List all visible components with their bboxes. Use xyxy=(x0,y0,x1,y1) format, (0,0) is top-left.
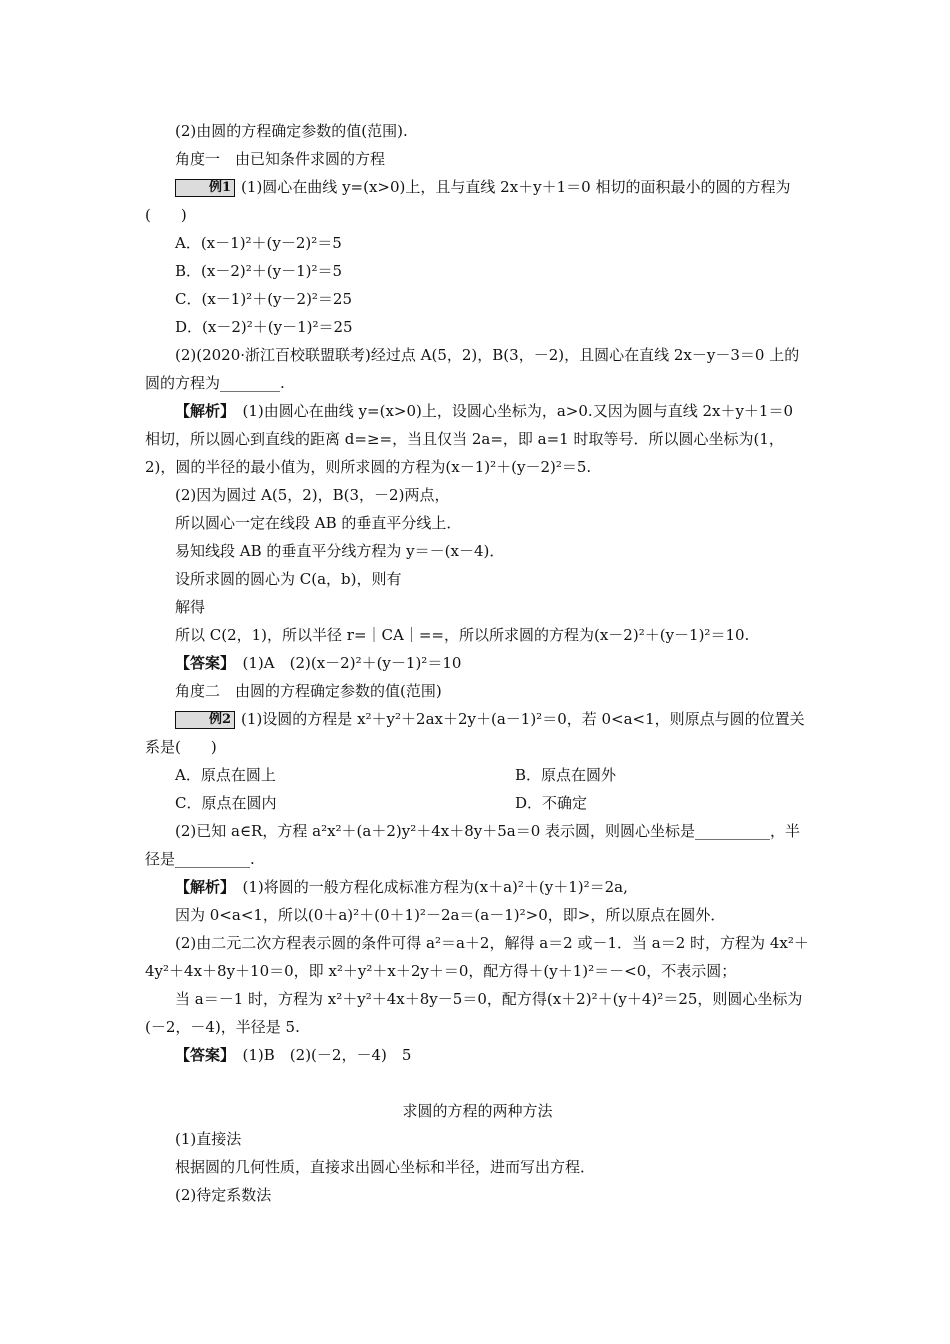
example-1-question-1: 例1 (1)圆心在曲线 y=(x>0)上，且与直线 2x＋y＋1＝0 相切的面积最小的圆的方程为( ) xyxy=(145,178,791,224)
options-row xyxy=(145,789,810,817)
option-c: C．原点在圆内 xyxy=(175,794,277,812)
option-c: C．(x－1)²＋(y－2)²＝25 xyxy=(175,290,353,308)
solution-line: 设所求圆的圆心为 C(a，b)，则有 xyxy=(175,570,402,588)
solution-line: 所以 C(2，1)，所以半径 r=｜CA｜==，所以所求圆的方程为(x－2)²＋(y－1)²＝10. xyxy=(175,626,750,644)
solution-paragraph: 当 a＝－1 时，方程为 x²＋y²＋4x＋8y－5＝0，配方得(x＋2)²＋(y＋4)²＝25，则圆心坐标为(－2，－4)，半径是 5. xyxy=(145,990,803,1036)
example-1-question-2: (2)(2020·浙江百校联盟联考)经过点 A(5，2)，B(3，－2)，且圆心在直线 2x－y－3＝0 上的圆的方程为________. xyxy=(145,346,800,392)
option-a: A．(x－1)²＋(y－2)²＝5 xyxy=(175,234,342,252)
solution-line: 解得 xyxy=(175,598,206,616)
solution-line: 易知线段 AB 的垂直平分线方程为 y＝－(x－4)． xyxy=(175,542,505,560)
solution-line: 因为 0<a<1，所以(0＋a)²＋(0＋1)²－2a＝(a－1)²>0，即>，所以原点在圆外． xyxy=(175,906,726,924)
example-1-answer: 【答案】 (1)A (2)(x－2)²＋(y－1)²＝10 xyxy=(175,654,462,672)
section-heading: 角度一 由已知条件求圆的方程 xyxy=(175,150,386,168)
method-item: (2)待定系数法 xyxy=(175,1186,272,1204)
example-2-question-1: 例2 (1)设圆的方程是 x²＋y²＋2ax＋2y＋(a－1)²＝0，若 0<a<1，则原点与圆的位置关系是( ) xyxy=(145,710,805,756)
example-2-question-2: (2)已知 a∈R，方程 a²x²＋(a＋2)y²＋4x＋8y＋5a＝0 表示圆，则圆心坐标是__________，半径是__________. xyxy=(145,822,801,868)
option-d: D．(x－2)²＋(y－1)²＝25 xyxy=(175,318,353,336)
solution-line: 所以圆心一定在线段 AB 的垂直平分线上． xyxy=(175,514,462,532)
option-a: A．原点在圆上 xyxy=(175,766,276,784)
option-b: B．原点在圆外 xyxy=(515,766,617,784)
example-2-answer: 【答案】 (1)B (2)(－2，－4) 5 xyxy=(175,1046,412,1064)
text-line: (2)由圆的方程确定参数的值(范围). xyxy=(175,122,408,140)
options-row xyxy=(145,761,810,789)
method-item: 根据圆的几何性质，直接求出圆心坐标和半径，进而写出方程． xyxy=(175,1158,596,1176)
method-item: (1)直接法 xyxy=(175,1130,242,1148)
section-heading: 角度二 由圆的方程确定参数的值(范围) xyxy=(175,682,442,700)
example-2-solution: 【解析】 (1)将圆的一般方程化成标准方程为(x＋a)²＋(y＋1)²＝2a, xyxy=(175,878,628,896)
method-title: 求圆的方程的两种方法 xyxy=(402,1102,553,1120)
solution-paragraph: (2)由二元二次方程表示圆的条件可得 a²＝a＋2，解得 a＝2 或－1．当 a＝2 时，方程为 4x²＋4y²＋4x＋8y＋10＝0，即 x²＋y²＋x＋2y＋＝0，配方得＋(y＋1)²＝－<0，不表示圆； xyxy=(145,934,809,980)
example-1-solution: 【解析】 (1)由圆心在曲线 y=(x>0)上，设圆心坐标为，a>0.又因为圆与直线 2x＋y＋1＝0 相切，所以圆心到直线的距离 d=≥=，当且仅当 2a=，即 a=1 时取等号．所以圆心坐标为(1，2)，圆的半径的最小值为，则所求圆的方程为(x－1)²＋(y－2)²＝5. xyxy=(145,402,794,476)
option-b: B．(x－2)²＋(y－1)²＝5 xyxy=(175,262,343,280)
document-body xyxy=(145,117,810,1209)
example-tag: 例1 xyxy=(175,179,235,197)
option-d: D．不确定 xyxy=(515,794,588,812)
example-tag: 例2 xyxy=(175,711,235,729)
solution-line: (2)因为圆过 A(5，2)，B(3，－2)两点， xyxy=(175,486,450,504)
